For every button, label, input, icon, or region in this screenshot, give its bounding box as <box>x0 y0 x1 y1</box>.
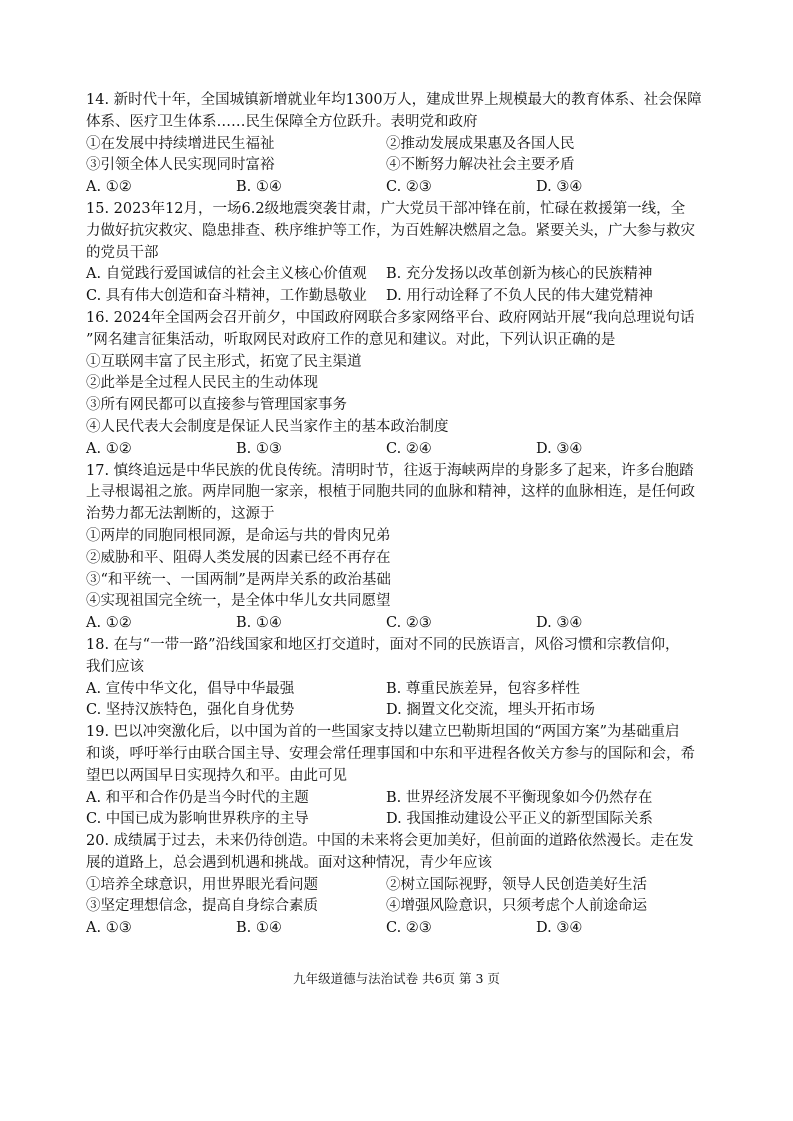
question-17 <box>86 461 716 635</box>
option-a: A. ①② <box>86 440 132 457</box>
option-b: B. ①④ <box>236 179 282 196</box>
options-row <box>86 809 716 831</box>
question-18 <box>86 635 716 722</box>
statement-2: ②推动发展成果惠及各国人民 <box>386 135 575 152</box>
option-c: C. ②③ <box>386 615 432 632</box>
question-stem: 我们应该 <box>86 658 144 675</box>
option-b: B. ①③ <box>236 440 282 457</box>
statement-4: ④不断努力解决社会主要矛盾 <box>386 157 575 174</box>
statement-3: ③所有网民都可以直接参与管理国家事务 <box>86 397 347 414</box>
question-stem: 14. 新时代十年，全国城镇新增就业年均1300万人，建成世界上规模最大的教育体系、社会保障 <box>86 92 702 108</box>
option-c: C. 中国已成为影响世界秩序的主导 <box>86 811 309 828</box>
option-b: B. ①④ <box>236 920 282 937</box>
option-a: A. 宣传中华文化，倡导中华最强 <box>86 680 295 697</box>
statement-3: ③引领全体人民实现同时富裕 <box>86 157 275 174</box>
option-d: D. 用行动诠释了不负人民的伟大建党精神 <box>386 288 653 305</box>
question-stem: 展的道路上，总会遇到机遇和挑战。面对这种情况，青少年应该 <box>86 854 492 871</box>
question-stem: 19. 巴以冲突激化后，以中国为首的一些国家支持以建立巴勒斯坦国的“两国方案”为基础重启 <box>86 724 680 741</box>
question-stem: 望巴以两国早日实现持久和平。由此可见 <box>86 767 347 784</box>
statement-3: ③坚定理想信念，提高自身综合素质 <box>86 898 318 915</box>
question-19 <box>86 722 716 831</box>
option-c: C. 坚持汉族特色，强化自身优势 <box>86 702 295 719</box>
options-row <box>86 264 716 286</box>
option-c: C. ②③ <box>386 920 432 937</box>
question-stem: 16. 2024年全国两会召开前夕，中国政府网联合多家网络平台、政府网站开展“我向总理说句话 <box>86 309 695 326</box>
option-d: D. 我国推动建设公平正义的新型国际关系 <box>386 811 653 828</box>
question-stem: ”网名建言征集活动，听取网民对政府工作的意见和建议。对此，下列认识正确的是 <box>86 331 616 348</box>
option-b: B. 充分发扬以改革创新为核心的民族精神 <box>386 266 653 283</box>
option-d: D. ③④ <box>536 920 583 937</box>
statement-row <box>86 155 716 177</box>
options-row <box>86 177 716 199</box>
statement-4: ④人民代表大会制度是保证人民当家作主的基本政治制度 <box>86 418 449 435</box>
page-footer: 九年级道德与法治试卷 共6页 第 3 页 <box>293 971 500 986</box>
statement-4: ④增强风险意识，只须考虑个人前途命运 <box>386 898 647 915</box>
question-stem: 治势力都无法割断的，这源于 <box>86 506 275 523</box>
statement-1: ①在发展中持续增进民生福祉 <box>86 135 275 152</box>
options-row <box>86 439 716 461</box>
question-14 <box>86 90 716 199</box>
option-a: A. 自觉践行爱国诚信的社会主义核心价值观 <box>86 266 367 283</box>
question-stem: 15. 2023年12月，一场6.2级地震突袭甘肃，广大党员干部冲锋在前，忙碌在救援第一线，全 <box>86 200 686 217</box>
question-16 <box>86 308 716 461</box>
option-b: B. 世界经济发展不平衡现象如今仍然存在 <box>386 789 653 806</box>
option-d: D. ③④ <box>536 440 583 457</box>
options-row <box>86 700 716 722</box>
options-row <box>86 679 716 701</box>
question-stem: 18. 在与“一带一路”沿线国家和地区打交道时，面对不同的民族语言，风俗习惯和宗教信仰， <box>86 636 680 653</box>
statement-2: ②威胁和平、阻碍人类发展的因素已经不再存在 <box>86 549 391 566</box>
statement-row <box>86 896 716 918</box>
option-d: D. ③④ <box>536 179 583 196</box>
statement-2: ②树立国际视野，领导人民创造美好生活 <box>386 876 647 893</box>
statement-1: ①互联网丰富了民主形式，拓宽了民主渠道 <box>86 353 362 370</box>
option-a: A. ①② <box>86 615 132 632</box>
option-a: A. ①② <box>86 179 132 196</box>
options-row <box>86 788 716 810</box>
exam-page <box>86 90 716 940</box>
question-20 <box>86 831 716 940</box>
question-stem: 的党员干部 <box>86 244 159 261</box>
option-c: C. 具有伟大创造和奋斗精神，工作勤恳敬业 <box>86 288 367 305</box>
question-stem: 力做好抗灾救灾、隐患排查、秩序维护等工作，为百姓解决燃眉之急。紧要关头，广大参与救灾 <box>86 222 695 239</box>
option-a: A. 和平和合作仍是当今时代的主题 <box>86 789 309 806</box>
question-stem: 体系、医疗卫生体系……民生保障全方位跃升。表明党和政府 <box>86 113 478 130</box>
statement-2: ②此举是全过程人民民主的生动体现 <box>86 375 318 392</box>
question-stem: 上寻根谒祖之旅。两岸同胞一家亲，根植于同胞共同的血脉和精神，这样的血脉相连，是任何政 <box>86 484 695 501</box>
option-c: C. ②③ <box>386 179 432 196</box>
option-a: A. ①③ <box>86 920 132 937</box>
option-c: C. ②④ <box>386 440 432 457</box>
question-stem: 20. 成绩属于过去，未来仍待创造。中国的未来将会更加美好，但前面的道路依然漫长。走在发 <box>86 833 694 850</box>
statement-1: ①培养全球意识，用世界眼光看问题 <box>86 876 318 893</box>
question-stem: 17. 慎终追远是中华民族的优良传统。清明时节，往返于海峡两岸的身影多了起来，许多台胞踏 <box>86 462 694 479</box>
question-15 <box>86 199 716 308</box>
option-b: B. 尊重民族差异，包容多样性 <box>386 680 580 697</box>
statement-3: ③“和平统一、一国两制”是两岸关系的政治基础 <box>86 571 391 588</box>
statement-1: ①两岸的同胞同根同源，是命运与共的骨肉兄弟 <box>86 527 391 544</box>
question-stem: 和谈，呼吁举行由联合国主导、安理会常任理事国和中东和平进程各攸关方参与的国际和会，希 <box>86 745 695 762</box>
options-row <box>86 286 716 308</box>
options-row <box>86 613 716 635</box>
statement-4: ④实现祖国完全统一，是全体中华儿女共同愿望 <box>86 593 391 610</box>
option-b: B. ①④ <box>236 615 282 632</box>
statement-row <box>86 134 716 156</box>
option-d: D. ③④ <box>536 615 583 632</box>
statement-row <box>86 875 716 897</box>
option-d: D. 搁置文化交流，埋头开拓市场 <box>386 702 595 719</box>
options-row <box>86 918 716 940</box>
